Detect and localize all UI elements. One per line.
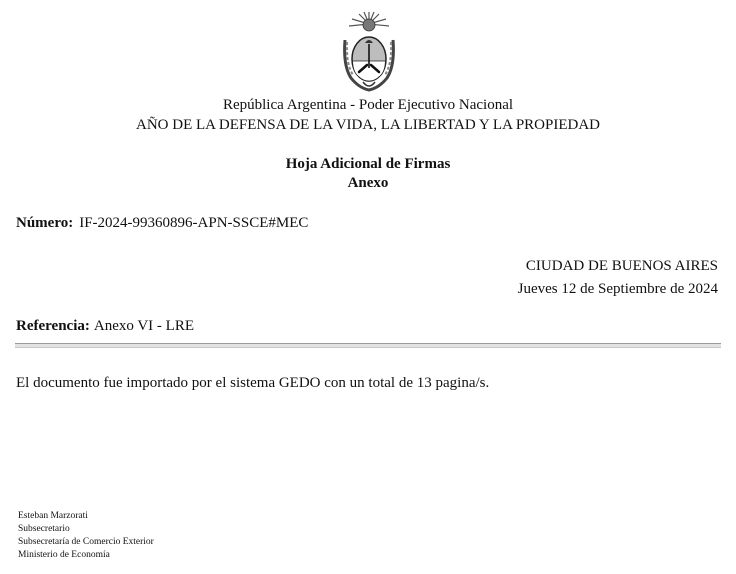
coat-of-arms-icon <box>337 10 401 94</box>
document-number-value: IF-2024-99360896-APN-SSCE#MEC <box>79 215 309 231</box>
signer-name: Esteban Marzorati <box>18 511 88 521</box>
reference-value: Anexo VI - LRE <box>93 318 194 334</box>
document-number-label: Número: <box>16 215 74 231</box>
signer-unit: Subsecretaría de Comercio Exterior <box>18 537 154 547</box>
date: Jueves 12 de Septiembre de 2024 <box>517 281 718 297</box>
document-number-row <box>16 215 308 232</box>
signer-role: Subsecretario <box>18 524 70 534</box>
body-text: El documento fue importado por el sistema GEDO con un total de 13 pagina/s. <box>16 375 490 391</box>
header-line-2: AÑO DE LA DEFENSA DE LA VIDA, LA LIBERTAD Y LA PROPIEDAD <box>135 117 600 133</box>
header-line-1: República Argentina - Poder Ejecutivo Nacional <box>222 97 514 113</box>
reference-row <box>16 318 194 335</box>
signer-ministry: Ministerio de Economía <box>18 550 110 560</box>
reference-label: Referencia: <box>16 318 90 334</box>
separator-rule <box>15 343 721 348</box>
document-title: Hoja Adicional de Firmas <box>285 156 451 172</box>
city: CIUDAD DE BUENOS AIRES <box>525 258 718 274</box>
document-subtitle: Anexo <box>347 175 389 191</box>
